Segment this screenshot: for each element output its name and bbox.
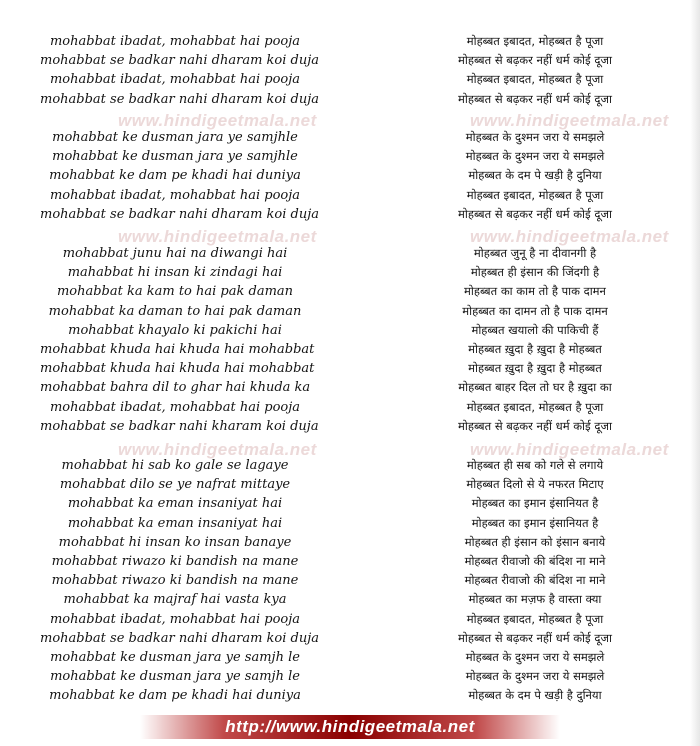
lyric-line: मोहब्बत का दामन तो है पाक दामन bbox=[462, 303, 608, 318]
lyric-line: मोहब्बत के दुश्मन जरा ये समझले bbox=[465, 149, 605, 164]
lyric-line: mohabbat ke dam pe khadi hai duniya bbox=[49, 168, 301, 184]
lyric-line: मोहब्बत का इमान इंसानियत है bbox=[471, 515, 599, 530]
lyric-line: मोहब्बत के दम पे खड़ी है दुनिया bbox=[468, 688, 602, 703]
lyric-line: मोहब्बत के दम पे खड़ी है दुनिया bbox=[468, 168, 602, 183]
lyric-line: मोहब्बत का इमान इंसानियत है bbox=[471, 496, 599, 511]
watermark-text: www.hindigeetmala.net bbox=[470, 111, 669, 130]
page-edge-shadow bbox=[690, 0, 700, 746]
lyric-line: mohabbat khayalo ki pakichi hai bbox=[68, 322, 282, 338]
lyric-line: मोहब्बत इबादत, मोहब्बत है पूजा bbox=[466, 399, 604, 414]
lyric-line: मोहब्बत से बढ़कर नहीं धर्म कोई दूजा bbox=[458, 630, 612, 645]
lyric-line: मोहब्बत से बढ़कर नहीं धर्म कोई दूजा bbox=[458, 206, 612, 221]
lyric-line: mohabbat ka kam to hai pak daman bbox=[56, 284, 294, 300]
lyric-line: mohabbat se badkar nahi dharam koi duja bbox=[40, 53, 320, 69]
watermark-text: www.hindigeetmala.net bbox=[118, 227, 317, 246]
lyric-line: mohabbat ka eman insaniyat hai bbox=[67, 496, 283, 512]
lyric-line: mohabbat junu hai na diwangi hai bbox=[62, 246, 288, 261]
lyric-line: मोहब्बत ही इंसान की जिंदगी है bbox=[470, 265, 600, 280]
lyric-line: mohabbat ke dusman jara ye samjhle bbox=[52, 149, 298, 165]
lyric-line: mohabbat ibadat, mohabbat hai pooja bbox=[49, 187, 300, 203]
lyric-line: मोहब्बत ख़ुदा है ख़ुदा है मोहब्बत bbox=[468, 341, 602, 356]
lyric-line: मोहब्बत का मज़फ है वास्ता क्या bbox=[468, 592, 602, 607]
lyric-line: मोहब्बत दिलो से ये नफरत मिटाए bbox=[466, 477, 604, 492]
lyric-line: mohabbat ka eman insaniyat hai bbox=[67, 515, 283, 531]
lyric-line: मोहब्बत से बढ़कर नहीं धर्म कोई दूजा bbox=[458, 53, 612, 68]
lyric-line: मोहब्बत इबादत, मोहब्बत है पूजा bbox=[466, 72, 604, 87]
lyric-line: mohabbat dilo se ye nafrat mittaye bbox=[59, 477, 291, 493]
watermark-text: www.hindigeetmala.net bbox=[118, 440, 317, 459]
lyric-line: मोहब्बत ही इंसान को इंसान बनाये bbox=[464, 534, 606, 549]
lyric-line: mohabbat ke dam pe khadi hai duniya bbox=[49, 688, 301, 704]
stanza-4-devanagari bbox=[350, 456, 700, 705]
watermark-text: www.hindigeetmala.net bbox=[470, 227, 669, 246]
lyric-line: mohabbat ka majraf hai vasta kya bbox=[63, 592, 287, 608]
lyric-line: mohabbat ibadat, mohabbat hai pooja bbox=[49, 399, 300, 415]
lyric-line: mohabbat khuda hai khuda hai mohabbat bbox=[40, 341, 315, 357]
lyric-line: मोहब्बत के दुश्मन जरा ये समझले bbox=[465, 649, 605, 664]
lyric-line: mohabbat hi sab ko gale se lagaye bbox=[61, 458, 289, 473]
lyric-line: mohabbat se badkar nahi dharam koi duja bbox=[40, 630, 320, 646]
lyric-line: mohabbat ibadat, mohabbat hai pooja bbox=[49, 34, 300, 49]
lyric-line: mohabbat ke dusman jara ye samjh le bbox=[50, 649, 300, 665]
lyric-line: मोहब्बत रीवाजो की बंदिश ना माने bbox=[464, 553, 606, 568]
lyric-line: मोहब्बत से बढ़कर नहीं धर्म कोई दूजा bbox=[458, 91, 612, 106]
lyric-line: मोहब्बत इबादत, मोहब्बत है पूजा bbox=[466, 611, 604, 626]
lyric-line: mohabbat se badkar nahi kharam koi duja bbox=[40, 418, 319, 434]
lyric-line: mohabbat ibadat, mohabbat hai pooja bbox=[49, 72, 300, 88]
lyric-line: mohabbat ke dusman jara ye samjh le bbox=[50, 669, 300, 685]
lyric-line: मोहब्बत ही सब को गले से लगाये bbox=[466, 458, 604, 472]
lyric-line: mohabbat khuda hai khuda hai mohabbat bbox=[40, 361, 315, 377]
watermark-text: www.hindigeetmala.net bbox=[118, 111, 317, 130]
lyric-line: मोहब्बत के दुश्मन जरा ये समझले bbox=[465, 669, 605, 684]
footer-banner bbox=[0, 715, 700, 739]
stanza-4-latin bbox=[0, 456, 350, 705]
lyric-line: मोहब्बत इबादत, मोहब्बत है पूजा bbox=[466, 34, 604, 48]
stanza-3-latin bbox=[0, 244, 350, 436]
lyric-line: मोहब्बत का काम तो है पाक दामन bbox=[464, 284, 606, 299]
lyric-line: मोहब्बत के दुश्मन जरा ये समझले bbox=[465, 130, 605, 144]
lyric-line: मोहब्बत इबादत, मोहब्बत है पूजा bbox=[466, 187, 604, 202]
lyric-line: mahabbat hi insan ki zindagi hai bbox=[67, 265, 283, 281]
watermark-text: www.hindigeetmala.net bbox=[470, 440, 669, 459]
lyric-line: मोहब्बत ख़ुदा है ख़ुदा है मोहब्बत bbox=[468, 361, 602, 376]
lyric-line: mohabbat riwazo ki bandish na mane bbox=[51, 573, 299, 589]
lyric-line: मोहब्बत खयालो की पाकिची हैं bbox=[471, 322, 599, 337]
lyric-line: mohabbat ke dusman jara ye samjhle bbox=[52, 130, 298, 145]
lyric-line: मोहब्बत बाहर दिल तो घर है ख़ुदा का bbox=[458, 380, 612, 395]
lyric-line: मोहब्बत रीवाजो की बंदिश ना माने bbox=[464, 573, 606, 588]
lyric-line: मोहब्बत से बढ़कर नहीं धर्म कोई दूजा bbox=[458, 418, 612, 433]
lyric-line: mohabbat hi insan ko insan banaye bbox=[58, 534, 292, 550]
lyric-line: मोहब्बत जुनू है ना दीवानगी है bbox=[473, 246, 597, 260]
lyric-line: mohabbat riwazo ki bandish na mane bbox=[51, 553, 299, 569]
lyric-line: mohabbat ibadat, mohabbat hai pooja bbox=[49, 611, 300, 627]
lyric-line: mohabbat se badkar nahi dharam koi duja bbox=[40, 206, 320, 222]
lyric-line: mohabbat bahra dil to ghar hai khuda ka bbox=[40, 380, 311, 396]
lyric-line: mohabbat ka daman to hai pak daman bbox=[48, 303, 302, 319]
stanza-2-latin bbox=[0, 128, 350, 224]
stanza-3-devanagari bbox=[350, 244, 700, 436]
footer-url-link[interactable]: http://www.hindigeetmala.net bbox=[225, 717, 475, 736]
stanza-1-devanagari bbox=[350, 32, 700, 109]
stanza-1-latin bbox=[0, 32, 350, 109]
stanza-2-devanagari bbox=[350, 128, 700, 224]
lyric-line: mohabbat se badkar nahi dharam koi duja bbox=[40, 91, 320, 107]
